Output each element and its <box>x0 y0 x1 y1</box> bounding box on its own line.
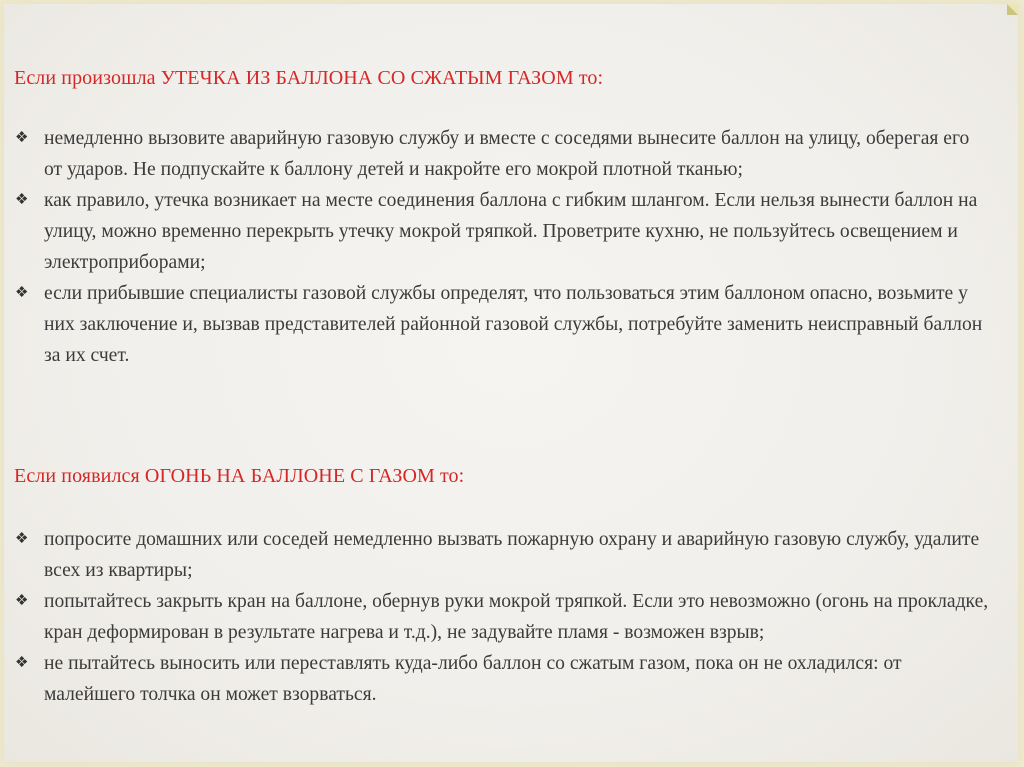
list-item-text: не пытайтесь выносить или переставлять куда-либо баллон со сжатым газом, пока он не охладился: от малейшего толчка он может взорваться. <box>44 653 902 705</box>
list-item-text: попросите домашних или соседей немедленно вызвать пожарную охрану и аварийную газовую службу, удалите всех из квартиры; <box>44 529 980 581</box>
slide <box>4 4 1018 762</box>
diamond-bullet-icon: ❖ <box>15 130 29 146</box>
list-item-text: немедленно вызовите аварийную газовую службу и вместе с соседями вынесите баллон на улицу, оберегая его от ударов. Не подпускайте к баллону детей и накройте его мокрой плотной тканью; <box>44 128 970 180</box>
list-item <box>14 123 989 185</box>
section-heading-gas-leak: Если произошла УТЕЧКА ИЗ БАЛЛОНА СО СЖАТЫМ ГАЗОМ то: <box>14 67 604 89</box>
list-item <box>14 278 989 371</box>
diamond-bullet-icon: ❖ <box>15 593 29 609</box>
list-item <box>14 648 989 710</box>
list-item <box>14 586 989 648</box>
diamond-bullet-icon: ❖ <box>15 655 29 671</box>
diamond-bullet-icon: ❖ <box>15 285 29 301</box>
fire-instructions-list <box>14 524 989 710</box>
diamond-bullet-icon: ❖ <box>15 192 29 208</box>
section-heading-fire: Если появился ОГОНЬ НА БАЛЛОНЕ С ГАЗОМ то: <box>14 465 465 487</box>
gas-leak-instructions-list <box>14 123 989 371</box>
list-item <box>14 185 989 278</box>
list-item-text: если прибывшие специалисты газовой службы определят, что пользоваться этим баллоном опасно, возьмите у них заключение и, вызвав представителей районной газовой службы, потребуйте заменить неисправный баллон за их счет. <box>44 283 983 366</box>
list-item-text: попытайтесь закрыть кран на баллоне, обернув руки мокрой тряпкой. Если это невозможно (огонь на прокладке, кран деформирован в результате нагрева и т.д.), не задувайте пламя - возможен взрыв; <box>44 591 989 643</box>
list-item-text: как правило, утечка возникает на месте соединения баллона с гибким шлангом. Если нельзя вынести баллон на улицу, можно временно перекрыть утечку мокрой тряпкой. Проветрите кухню, не пользуйтесь освещением и электроприборами; <box>44 190 978 273</box>
page-corner-fold <box>1007 4 1018 15</box>
list-item <box>14 524 989 586</box>
diamond-bullet-icon: ❖ <box>15 531 29 547</box>
